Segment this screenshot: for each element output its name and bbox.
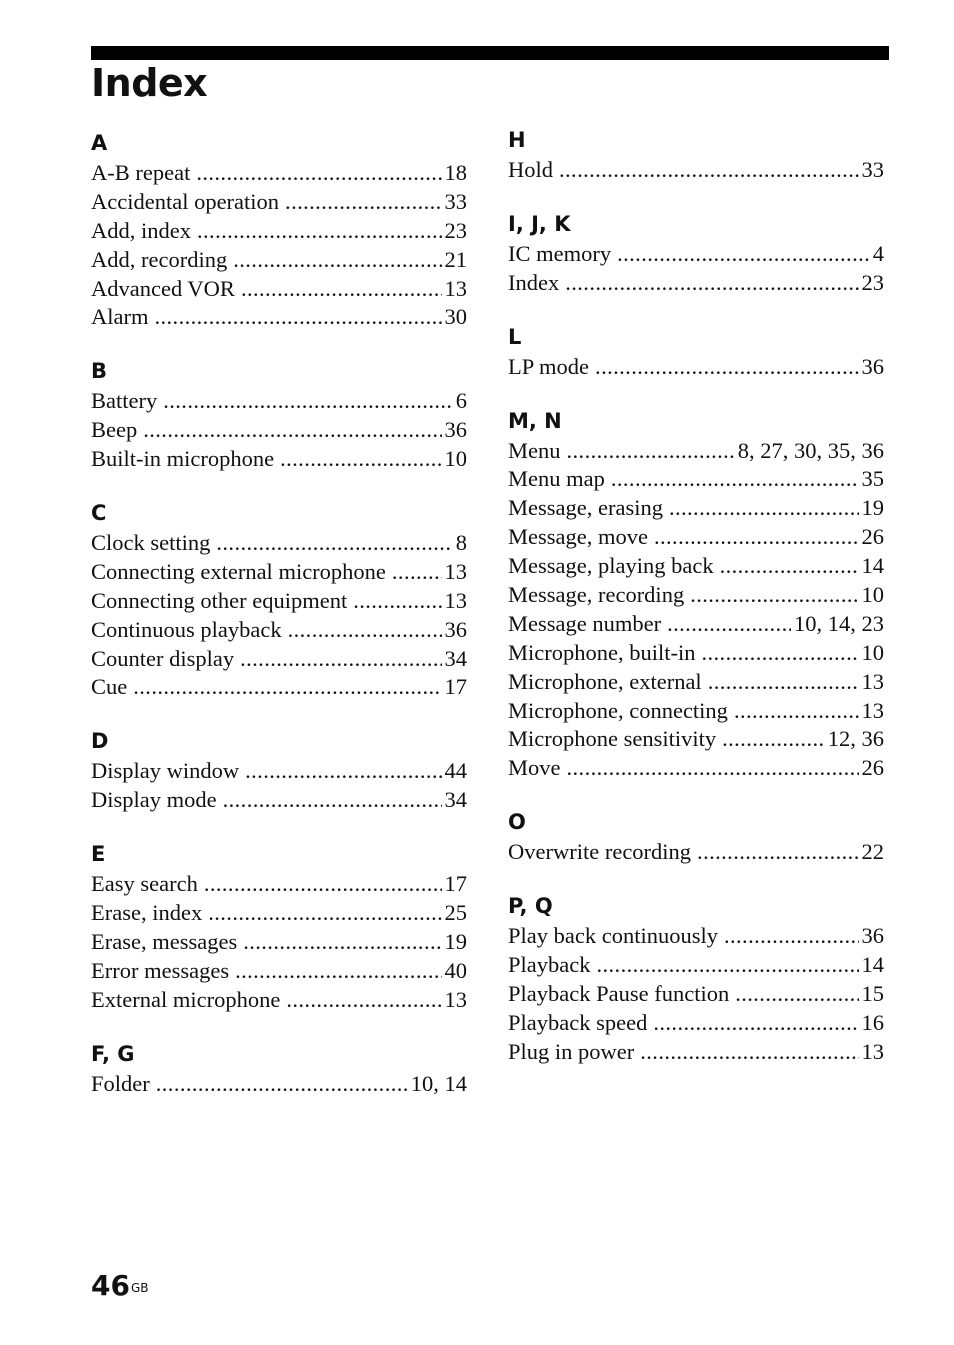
entry-pages: 15 [861,980,884,1006]
entry-pages: 35 [861,466,884,492]
entry-pages: 13 [444,587,467,613]
entry-term: IC memory [508,240,612,266]
entry-pages: 8, 27, 30, 35, 36 [737,437,884,463]
entry-pages: 36 [861,923,884,949]
index-section [91,127,467,332]
section-letter: O [508,810,526,835]
index-entry [508,922,884,951]
entry-pages: 10, 14, 23 [794,610,884,636]
entry-term: Display mode [91,787,217,813]
dot-leader [667,610,791,639]
index-entry [91,645,467,674]
index-entry [91,303,467,332]
index-section [508,124,884,185]
entry-pages: 30 [444,304,467,330]
entry-term: Battery [91,388,158,414]
index-entry [508,838,884,867]
index-entry [91,416,467,445]
index-entry [508,156,884,185]
index-entry [91,616,467,645]
index-section [508,405,884,784]
entry-term: Microphone, external [508,668,702,694]
index-section [508,321,884,382]
dot-leader [204,870,442,899]
entry-pages: 10 [861,582,884,608]
index-entry [91,928,467,957]
dot-leader [653,1009,858,1038]
index-entry [91,986,467,1015]
index-entry [91,246,467,275]
entry-pages: 19 [444,928,467,954]
entry-term: Add, recording [91,246,228,272]
section-letter: P, Q [508,894,553,919]
dot-leader [285,188,441,217]
index-entry [508,437,884,466]
index-section [508,890,884,1066]
index-entry [91,1070,467,1099]
index-section [91,355,467,474]
dot-leader [640,1038,858,1067]
entry-term: Microphone, connecting [508,697,728,723]
dot-leader [722,725,825,754]
index-column-right [508,124,884,1090]
entry-term: LP mode [508,353,590,379]
entry-term: Cue [91,674,128,700]
entry-pages: 16 [861,1009,884,1035]
dot-leader [565,269,858,298]
entry-pages: 33 [444,188,467,214]
entry-pages: 14 [861,553,884,579]
dot-leader [669,494,859,523]
entry-pages: 26 [861,524,884,550]
entry-pages: 44 [444,758,467,784]
page-number [91,1266,149,1306]
index-entry [508,494,884,523]
dot-leader [156,1070,408,1099]
entry-term: Built-in microphone [91,446,275,472]
index-entry [508,269,884,298]
index-entry [508,581,884,610]
entry-term: Move [508,755,561,781]
entry-term: Message, erasing [508,495,663,521]
dot-leader [708,668,859,697]
entry-pages: 36 [444,616,467,642]
dot-leader [280,445,441,474]
entry-pages: 23 [444,217,467,243]
entry-pages: 26 [861,755,884,781]
section-letter: H [508,128,526,152]
index-entry [91,275,467,304]
entry-term: Counter display [91,645,235,671]
dot-leader [690,581,858,610]
section-letter: I, J, K [508,211,571,236]
entry-term: Connecting other equipment [91,587,348,613]
entry-term: External microphone [91,986,281,1012]
entry-pages: 13 [861,697,884,723]
dot-leader [154,303,441,332]
dot-leader [223,786,442,815]
index-entry [508,1038,884,1067]
entry-term: Message, playing back [508,553,714,579]
index-section [91,1038,467,1099]
entry-pages: 17 [444,871,467,897]
entry-term: Menu map [508,466,605,492]
index-entry [508,465,884,494]
entry-term: Hold [508,157,553,182]
entry-term: Error messages [91,957,230,983]
index-section [508,208,884,298]
dot-leader [240,645,441,674]
entry-pages: 13 [861,668,884,694]
entry-term: Alarm [91,304,149,330]
entry-pages: 40 [444,957,467,983]
dot-leader [143,416,441,445]
entry-pages: 10 [861,639,884,665]
index-entry [91,217,467,246]
entry-term: Erase, index [91,900,203,926]
index-entry [508,240,884,269]
dot-leader [241,275,442,304]
entry-pages: 34 [444,645,467,671]
index-entry [91,899,467,928]
entry-term: Microphone sensitivity [508,726,717,752]
dot-leader [734,697,859,726]
entry-pages: 21 [444,246,467,272]
dot-leader [286,986,441,1015]
index-entry [508,668,884,697]
entry-term: Playback speed [508,1009,648,1035]
entry-pages: 33 [861,157,884,182]
section-letter: F, G [91,1041,135,1066]
top-rule [91,46,889,60]
index-section [91,725,467,815]
page-number-value: 46 [91,1269,130,1302]
section-letter: B [91,359,108,384]
dot-leader [392,558,442,587]
entry-term: Menu [508,437,561,463]
entry-term: Index [508,269,560,295]
entry-term: Accidental operation [91,188,280,214]
dot-leader [559,156,859,185]
dot-leader [611,465,859,494]
index-entry [91,159,467,188]
entry-pages: 34 [444,787,467,813]
dot-leader [567,437,735,466]
entry-term: Clock setting [91,530,211,556]
dot-leader [196,159,441,188]
entry-pages: 22 [861,839,884,865]
dot-leader [735,980,858,1009]
page-number-suffix: GB [130,1281,149,1295]
entry-pages: 17 [444,674,467,700]
section-letter: L [508,324,522,349]
entry-term: Connecting external microphone [91,558,386,584]
entry-pages: 25 [444,900,467,926]
entry-term: Erase, messages [91,928,238,954]
entry-pages: 18 [444,160,467,185]
index-entry [91,786,467,815]
index-section [91,838,467,1014]
dot-leader [245,757,441,786]
dot-leader [701,639,858,668]
index-section [508,806,884,867]
dot-leader [208,899,441,928]
entry-term: Easy search [91,871,198,897]
dot-leader [353,587,441,616]
entry-term: Display window [91,758,240,784]
index-entry [91,587,467,616]
entry-term: Playback Pause function [508,980,730,1006]
index-entry [91,757,467,786]
index-entry [91,870,467,899]
entry-term: Message, recording [508,582,685,608]
entry-term: Plug in power [508,1038,635,1064]
dot-leader [163,387,453,416]
index-entry [508,552,884,581]
index-entry [508,523,884,552]
entry-pages: 19 [861,495,884,521]
entry-pages: 10, 14 [410,1070,467,1096]
index-entry [508,725,884,754]
section-letter: M, N [508,408,562,433]
entry-pages: 14 [861,952,884,978]
dot-leader [133,673,441,702]
dot-leader [595,353,858,382]
section-letter: A [91,131,108,155]
entry-term: Beep [91,417,138,443]
section-letter: C [91,501,107,526]
entry-term: Playback [508,952,591,978]
index-entry [508,353,884,382]
dot-leader [720,552,859,581]
entry-term: Folder [91,1070,150,1096]
entry-term: Message, move [508,524,648,550]
entry-pages: 23 [861,269,884,295]
index-column-left [91,127,467,1121]
dot-leader [567,754,859,783]
dot-leader [243,928,441,957]
entry-pages: 13 [444,558,467,584]
index-entry [508,754,884,783]
entry-term: Play back continuously [508,923,718,949]
entry-term: Continuous playback [91,616,282,642]
index-entry [508,697,884,726]
dot-leader [197,217,442,246]
index-entry [508,610,884,639]
entry-pages: 36 [861,353,884,379]
entry-term: A-B repeat [91,160,191,185]
entry-term: Advanced VOR [91,275,235,301]
section-letter: D [91,729,109,754]
dot-leader [654,523,859,552]
dot-leader [697,838,858,867]
dot-leader [288,616,442,645]
index-entry [91,957,467,986]
entry-term: Add, index [91,217,191,243]
dot-leader [617,240,870,269]
dot-leader [216,529,452,558]
index-entry [91,387,467,416]
section-letter: E [91,842,106,867]
entry-pages: 12, 36 [827,726,884,752]
index-entry [91,529,467,558]
index-entry [91,673,467,702]
entry-pages: 36 [444,417,467,443]
entry-term: Message number [508,610,662,636]
entry-pages: 6 [455,388,467,414]
index-entry [508,951,884,980]
index-entry [91,445,467,474]
entry-pages: 10 [444,446,467,472]
page-title: Index [91,61,208,105]
index-entry [508,639,884,668]
dot-leader [235,957,441,986]
index-section [91,497,467,702]
index-entry [91,558,467,587]
index-entry [508,980,884,1009]
entry-pages: 13 [444,275,467,301]
entry-pages: 8 [455,530,467,556]
index-entry [91,188,467,217]
entry-pages: 13 [861,1038,884,1064]
dot-leader [724,922,859,951]
index-entry [508,1009,884,1038]
entry-term: Overwrite recording [508,839,692,865]
entry-pages: 13 [444,986,467,1012]
dot-leader [233,246,441,275]
dot-leader [596,951,858,980]
entry-term: Microphone, built-in [508,639,696,665]
entry-pages: 4 [872,240,884,266]
